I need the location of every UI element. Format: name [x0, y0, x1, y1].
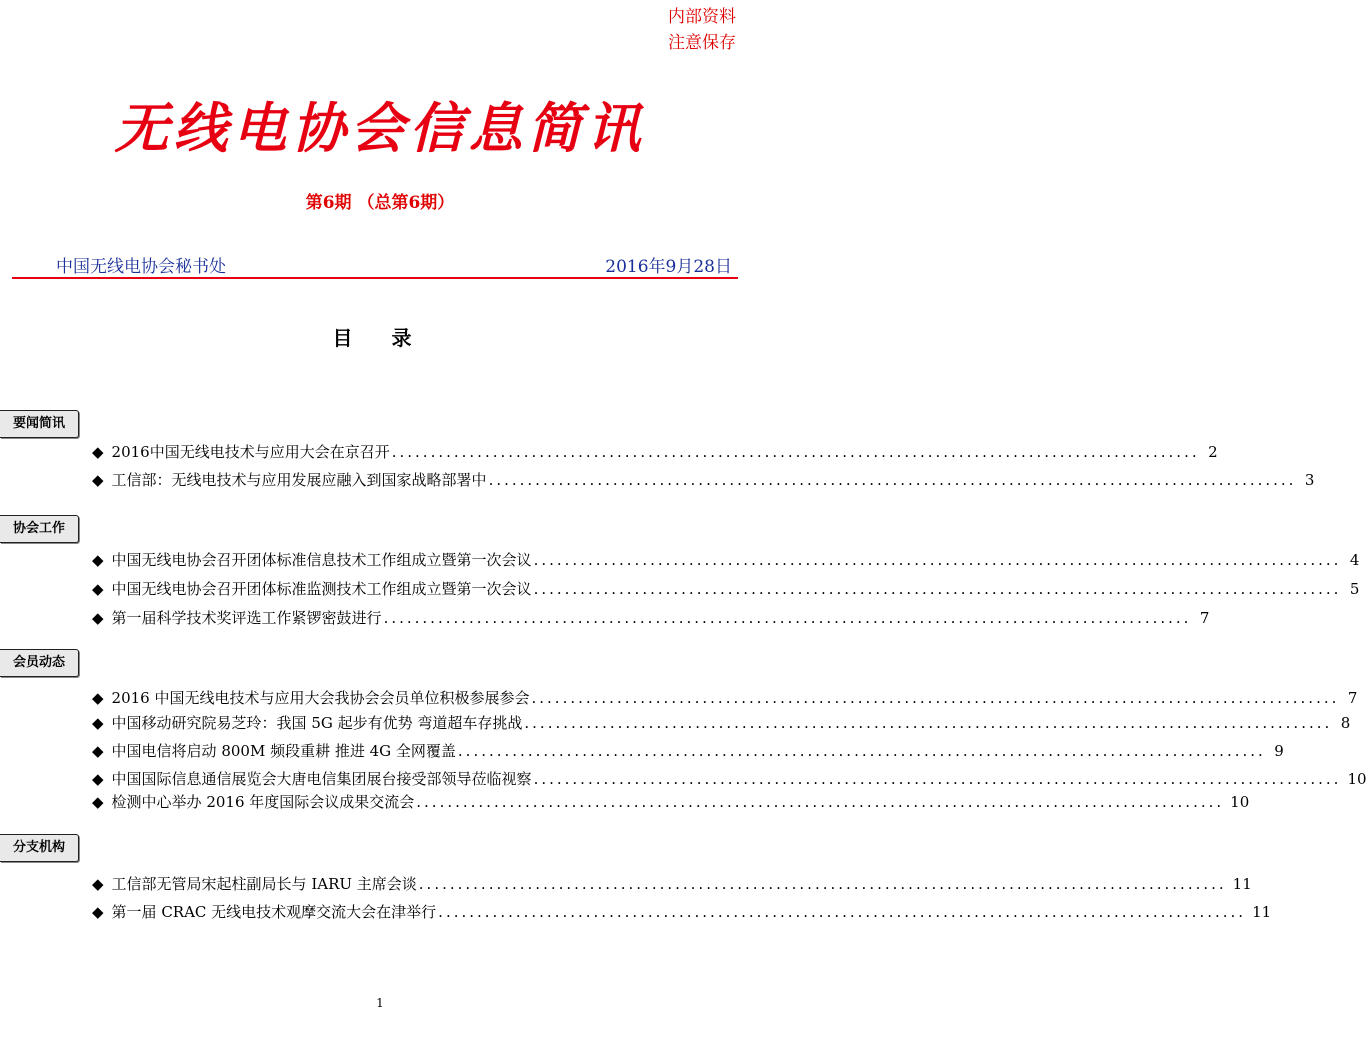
confidential-line-2: 注意保存 [668, 33, 736, 53]
toc-entry-page: 2 [1208, 443, 1218, 461]
toc-entry-title: 2016中国无线电技术与应用大会在京召开 [111, 443, 390, 461]
toc-entry-title: 中国移动研究院易芝玲：我国 5G 起步有优势 弯道超车存挑战 [111, 714, 523, 732]
toc-entry[interactable] [92, 686, 1358, 710]
toc-entry-page: 4 [1349, 551, 1360, 569]
toc-entry-title: 中国无线电协会召开团体标准信息技术工作组成立暨第一次会议 [111, 551, 532, 569]
dot-leader: ........................................................................................................ [418, 875, 1227, 893]
diamond-bullet-icon: ◆ [92, 443, 104, 461]
toc-entry-page: 7 [1347, 689, 1358, 707]
toc-entry-page: 10 [1230, 793, 1250, 811]
diamond-bullet-icon: ◆ [92, 714, 104, 732]
dot-leader: ........................................................................................................ [524, 714, 1333, 732]
toc-entry-title: 检测中心举办 2016 年度国际会议成果交流会 [111, 793, 415, 811]
diamond-bullet-icon: ◆ [92, 770, 104, 788]
toc-entry[interactable] [92, 739, 1284, 763]
toc-entry[interactable] [92, 548, 1360, 572]
dot-leader: ........................................................................................................ [533, 580, 1342, 598]
dot-leader: ........................................................................................................ [488, 471, 1297, 489]
toc-entry-page: 8 [1340, 714, 1351, 732]
toc-entry-title: 工信部：无线电技术与应用发展应融入到国家战略部署中 [111, 471, 487, 489]
toc-entry[interactable] [92, 767, 1367, 791]
toc-entry-page: 5 [1349, 580, 1360, 598]
toc-entry-page: 3 [1304, 471, 1315, 489]
toc-entry-title: 2016 中国无线电技术与应用大会我协会会员单位积极参展参会 [111, 689, 530, 707]
dot-leader: ........................................................................................................ [533, 770, 1342, 788]
issue-number: 第6期 （总第6期） [305, 193, 455, 213]
publish-date: 2016年9月28日 [605, 257, 732, 277]
newsletter-title: 无线电协会信息简讯 [114, 97, 646, 160]
toc-entry[interactable] [92, 900, 1272, 924]
dot-leader: ........................................................................................................ [531, 689, 1340, 707]
confidential-stamp [668, 4, 736, 56]
diamond-bullet-icon: ◆ [92, 580, 104, 598]
toc-entry[interactable] [92, 468, 1315, 492]
toc-entry[interactable] [92, 872, 1252, 896]
publisher: 中国无线电协会秘书处 [56, 257, 226, 277]
dot-leader: ........................................................................................................ [438, 903, 1247, 921]
section-tab-news: 要闻简讯 [0, 410, 79, 438]
dot-leader: ........................................................................................................ [457, 742, 1266, 760]
dot-leader: ........................................................................................................ [383, 609, 1192, 627]
toc-entry-title: 第一届科学技术奖评选工作紧锣密鼓进行 [111, 609, 382, 627]
masthead-divider [12, 277, 738, 279]
diamond-bullet-icon: ◆ [92, 551, 104, 569]
toc-entry[interactable] [92, 606, 1210, 630]
dot-leader: ........................................................................................................ [416, 793, 1225, 811]
toc-heading: 目 录 [332, 326, 428, 350]
toc-entry-title: 第一届 CRAC 无线电技术观摩交流大会在津举行 [111, 903, 437, 921]
masthead-info [40, 252, 736, 277]
toc-entry-title: 中国国际信息通信展览会大唐电信集团展台接受部领导莅临视察 [111, 770, 532, 788]
dot-leader: ........................................................................................................ [533, 551, 1342, 569]
dot-leader: ........................................................................................................ [391, 443, 1200, 461]
page-number: 1 [376, 996, 384, 1010]
toc-entry[interactable] [92, 711, 1351, 735]
section-tab-branches: 分支机构 [0, 834, 79, 862]
toc-entry-page: 11 [1232, 875, 1252, 893]
diamond-bullet-icon: ◆ [92, 793, 104, 811]
toc-entry-title: 工信部无管局宋起柱副局长与 IARU 主席会谈 [111, 875, 417, 893]
diamond-bullet-icon: ◆ [92, 875, 104, 893]
toc-entry-page: 9 [1274, 742, 1284, 760]
toc-entry-page: 7 [1199, 609, 1210, 627]
toc-entry-title: 中国电信将启动 800M 频段重耕 推进 4G 全网覆盖 [111, 742, 456, 760]
toc-entry-title: 中国无线电协会召开团体标准监测技术工作组成立暨第一次会议 [111, 580, 532, 598]
diamond-bullet-icon: ◆ [92, 903, 104, 921]
diamond-bullet-icon: ◆ [92, 471, 104, 489]
section-tab-association: 协会工作 [0, 515, 79, 543]
toc-entry[interactable] [92, 790, 1250, 814]
diamond-bullet-icon: ◆ [92, 609, 104, 627]
toc-entry-page: 10 [1347, 770, 1367, 788]
diamond-bullet-icon: ◆ [92, 689, 104, 707]
toc-entry[interactable] [92, 440, 1218, 464]
diamond-bullet-icon: ◆ [92, 742, 104, 760]
toc-entry[interactable] [92, 577, 1360, 601]
confidential-line-1: 内部资料 [668, 7, 736, 27]
toc-entry-page: 11 [1252, 903, 1272, 921]
section-tab-members: 会员动态 [0, 649, 79, 677]
